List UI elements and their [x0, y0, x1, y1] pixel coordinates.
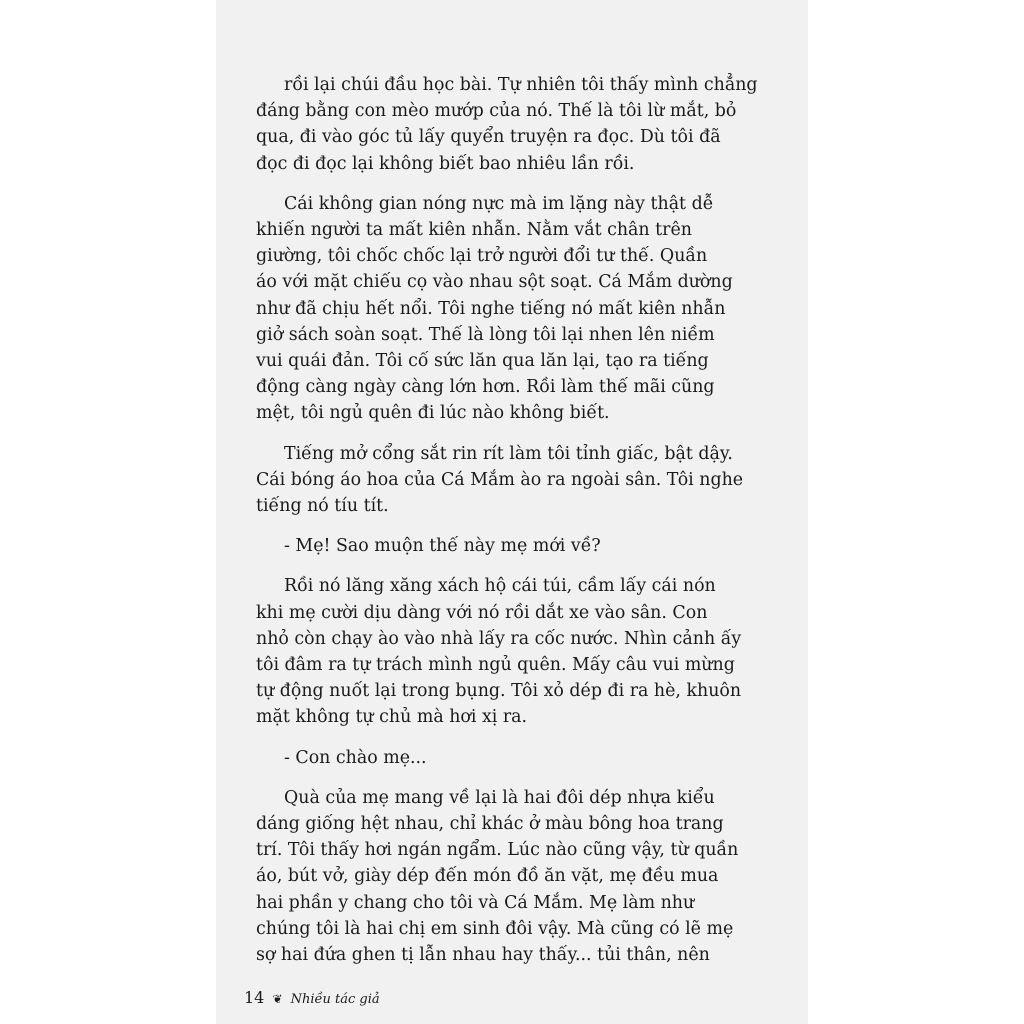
text-line: như đã chịu hết nổi. Tôi nghe tiếng nó mất kiên nhẫn	[256, 298, 726, 319]
text-line: - Con chào mẹ...	[284, 747, 427, 768]
text-line: - Mẹ! Sao muộn thế này mẹ mới về?	[284, 536, 601, 557]
text-line: mặt không tự chủ mà hơi xị ra.	[256, 707, 528, 728]
text-line: Rồi nó lăng xăng xách hộ cái túi, cầm lấy cái nón	[284, 576, 716, 597]
text-line: áo, bút vở, giày dép đến món đồ ăn vặt, mẹ đều mua	[256, 866, 719, 887]
text-line: áo với mặt chiếu cọ vào nhau sột soạt. Cá Mắm dường	[256, 272, 733, 293]
leaf-flourish-icon: ❦	[272, 992, 283, 1006]
page-footer	[244, 988, 380, 1007]
paragraph	[256, 441, 771, 520]
page-number: 14	[244, 988, 265, 1007]
paragraph	[256, 785, 771, 968]
text-line: hai phần y chang cho tôi và Cá Mắm. Mẹ làm như	[256, 892, 695, 913]
text-line: qua, đi vào góc tủ lấy quyển truyện ra đọc. Dù tôi đã	[256, 127, 721, 148]
book-page	[216, 0, 808, 1024]
text-line: trí. Tôi thấy hơi ngán ngẩm. Lúc nào cũng vậy, từ quần	[256, 840, 739, 861]
text-line: sợ hai đứa ghen tị lẫn nhau hay thấy... tủi thân, nên	[256, 945, 710, 966]
text-line: giường, tôi chốc chốc lại trở người đổi tư thế. Quần	[256, 246, 708, 267]
text-line: tiếng nó tíu tít.	[256, 496, 389, 517]
text-line: tôi đâm ra tự trách mình ngủ quên. Mấy câu vui mừng	[256, 655, 735, 676]
author-credit: Nhiều tác giả	[290, 992, 380, 1007]
text-line: động càng ngày càng lớn hơn. Rồi làm thế mãi cũng	[256, 377, 715, 398]
text-line: mệt, tôi ngủ quên đi lúc nào không biết.	[256, 403, 610, 424]
paragraph	[256, 573, 771, 730]
text-line: Cái bóng áo hoa của Cá Mắm ào ra ngoài sân. Tôi nghe	[256, 469, 744, 490]
paragraph	[256, 533, 771, 559]
paragraph	[256, 745, 771, 771]
text-line: rồi lại chúi đầu học bài. Tự nhiên tôi thấy mình chẳng	[284, 75, 758, 95]
text-line: Quà của mẹ mang về lại là hai đôi dép nhựa kiểu	[284, 787, 715, 808]
text-line: tự động nuốt lại trong bụng. Tôi xỏ dép đi ra hè, khuôn	[256, 681, 742, 702]
text-line: Tiếng mở cổng sắt rin rít làm tôi tỉnh giấc, bật dậy.	[284, 443, 733, 464]
text-line: chúng tôi là hai chị em sinh đôi vậy. Mà cũng có lẽ mẹ	[256, 918, 734, 939]
text-line: khiến người ta mất kiên nhẫn. Nằm vắt chân trên	[256, 220, 692, 241]
text-line: giở sách soàn soạt. Thế là lòng tôi lại nhen lên niềm	[256, 324, 715, 345]
text-line: nhỏ còn chạy ào vào nhà lấy ra cốc nước. Nhìn cảnh ấy	[256, 628, 742, 649]
text-line: vui quái đản. Tôi cố sức lăn qua lăn lại, tạo ra tiếng	[256, 351, 709, 372]
paragraph	[256, 72, 771, 177]
text-line: dáng giống hệt nhau, chỉ khác ở màu bông hoa trang	[256, 814, 724, 835]
paragraph	[256, 191, 771, 427]
body-text	[256, 72, 771, 982]
text-line: khi mẹ cười dịu dàng với nó rồi dắt xe vào sân. Con	[256, 602, 708, 623]
text-line: đáng bằng con mèo mướp của nó. Thế là tôi lừ mắt, bỏ	[256, 101, 737, 122]
text-line: đọc đi đọc lại không biết bao nhiêu lần rồi.	[256, 153, 635, 174]
text-line: Cái không gian nóng nực mà im lặng này thật dễ	[284, 193, 714, 214]
